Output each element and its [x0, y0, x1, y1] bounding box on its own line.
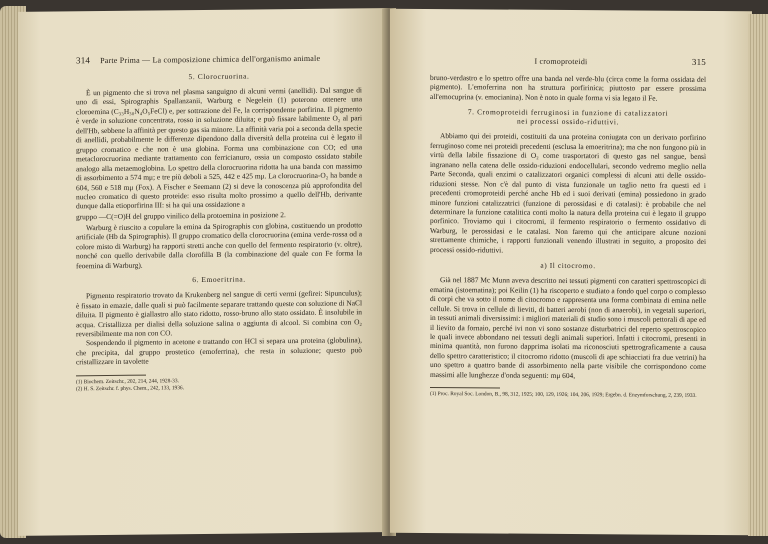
left-page-number: 314 [76, 55, 91, 66]
section-title-cromoproteidi [430, 107, 706, 127]
left-page [18, 8, 388, 536]
footnote: (1) Proc. Royal Soc. London, B., 98, 312, 1925; 100, 129, 1926; 104, 206, 1929; Ergebn. d. Enzymforschung, 2, 239, 1933. [430, 391, 697, 400]
paragraph: Warburg è riuscito a copulare la emina da Spirographis con globina, costituendo un prodotto artificiale (Hb da Spirographis). Il gruppo cromatico della clorocruorina (emina verde-rossa od a colore misto di Warburg) ha rapporti stretti anche con quello del fermento respiratorio (v. oltre), nonché con quello derivabile dalla clorofilla B (la combinazione del quale con Fe forma la feoemina di Warburg). [76, 220, 362, 271]
right-running-head [430, 55, 706, 67]
right-running-title: I cromoproteidi [534, 56, 588, 67]
page-edges-right [748, 14, 768, 536]
formula-line: gruppo —C(=O)H del gruppo vinilico della protoemina in posizione 2. [76, 210, 286, 222]
footnote-rule [76, 374, 146, 376]
right-page-number: 315 [691, 56, 706, 67]
left-running-head [76, 52, 362, 65]
section-title-line: nei processi ossido-riduttivi. [517, 116, 619, 127]
left-running-title: Parte Prima — La composizione chimica dell'organismo animale [100, 53, 321, 66]
paragraph: Abbiamo qui dei proteidi, costituiti da una proteina coniugata con un derivato porfirino ferruginoso come nei proteidi precedenti (esclusa la emoeritrina); ma che non fungono più in virtù della labile fissazione di O₂ come trasportatori di questo gas nel sangue, bensì ingranano nella catena delle ossido-riduzioni endocellulari, secondo vedremo meglio nella Parte Seconda, quali enzimi o catalizzatori organici complessi di alcuni atti delle ossido-riduzioni stesse. Non c'è dal punto di vista funzionale un taglio netto fra questi ed i precedenti cromoproteidi perché anche Hb ed i suoi derivati (emina) possiedono in grado minore funzioni catalizzatrici (funzione di perossidasi e di catalasi): è probabile che nel determinare la funzione catalitica conti molto la natura della proteina cui è legato il gruppo porfinico. Troviamo qui i citocromi, il fermento respiratorio o fermento ossidativo di Warburg, le perossidasi e le catalasi. Non faremo qui che anticipare alcune nozioni strettamente chimiche, i rapporti funzionali venendo illustrati in seguito, a proposito dei processi ossido-riduttivi. [430, 131, 706, 255]
subsection-title-citocromo: a) Il citocromo. [540, 261, 596, 271]
section-title-clorocruorina: 5. Clorocruorina. [188, 71, 250, 82]
footnote: (2) H. S. Zeitschr. f. phys. Chem., 242, 133, 1936. [76, 384, 184, 393]
paragraph: Già nel 1887 Mc Munn aveva descritto nei tessuti pigmenti con caratteri spettroscopici di ematina (istoematina); poi Keilin (1) ha riscoperto e studiato a fondo quel corpo o complesso di corpi che va sotto il nome di citocromo e rappresenta una forma combinata di emina nelle cellule. Si trova in cellule di lieviti, di batteri aerobi (non di anaerobi), in vegetali superiori, in tessuti animali diversissimi: i migliori materiali di studio sono i muscoli pettorali di ape ed il lievito da fornaio, perché ivi non vi sono sostanze disturbatrici del reperto spettroscopico le quali invece abbondano nei tessuti degli animali superiori. Infatti i citocromi, presenti in minima quantità, non furono dapprima isolati ma riconosciuti spettrograficamente a causa dello spettro caratteristico; il citocromo ridotto (muscoli di ape schiacciati fra due vetrini) ha uno spettro a quattro bande di assorbimento nella parte visibile che corrispondono come massimi alle lunghezze d'onda seguenti: mμ 604, [430, 275, 706, 380]
paragraph: Pigmento respiratorio trovato da Krukenberg nel sangue di certi vermi (gefirei: Sipunculus); è fissato in emazie, dalle quali si può facilmente separare trattando queste con soluzione di NaCl diluita. Il pigmento è giallastro allo stato ridotto, rosso-bruno allo stato ossidato. È insolubile in acqua. Cristallizza per dialisi della soluzione salina o aggiunta di alcool. Si combina con O₂ reversibilmente ma non con CO. [76, 288, 362, 339]
footnote-rule [430, 387, 500, 388]
paragraph: È un pigmento che si trova nel plasma sanguigno di alcuni vermi (anellidi). Dal sangue di uno di essi, Spirographis Spallanzanii, Warburg e Negelein (1) poterono ottenere una cloroemina (C₃₃H₃₀N₄O₅FeCl) e, per sottrazione del Fe, la corrispondente porfirina. Il pigmento è verde in soluzione concentrata, rosso in soluzione diluita; e può fissare labilmente O₂ al pari dell'Hb, sebbene la affinità per questo gas sia minore. La affinità varia poi a seconda della specie di anellidi, probabilmente le differenze dipendono dalla diversità della proteina cui è legato il gruppo cromatico e che non è una globina. Forma una combinazione con CO; ed una metaclorocruorina mediante trattamento con ferricianuro, ossia un composto ossidato stabile analogo alla metaemoglobina. Lo spettro della clorocruorina ridotta ha una banda con massimo di assorbimento a 574 mμ; e tre più deboli a 525, 442 e 425 mμ. La clorocruorina-O₂ ha bande a 604, 560 e 518 mμ (Fox). A Fischer e Seemann (2) si deve la conoscenza più approfondita del nucleo cromatico di questo proteide: esso risulta molto prossimo a quello dell'Hb, derivante dunque dalla etioporfirina III: si ha qui una ossidazione a [76, 85, 362, 211]
section-title-line: 7. Cromoproteidi ferruginosi in funzione di catalizzatori [467, 107, 669, 119]
section-title-emoeritrina: 6. Emoeritrina. [192, 274, 246, 285]
paragraph: bruno-verdastro e lo spettro offre una banda nel verde-blu (circa come la forma ossidata del pigmento). L'emoferrina non ha struttura porfirinica; piuttosto par essere prossima all'emocuprina (v. emocianina). Non è noto in quale forma vi sia legato il Fe. [430, 73, 706, 103]
right-page [390, 9, 752, 536]
footnote: (1) Biochem. Zeitschr., 202, 214, 244, 1928-33. [76, 378, 179, 386]
paragraph: Sospendendo il pigmento in acetone e trattando con HCl si separa una proteina (globulina), che precipita, dal gruppo prostetico (emoferrina), che resta in soluzione; questo può cristallizzare in tavolette [76, 335, 362, 367]
